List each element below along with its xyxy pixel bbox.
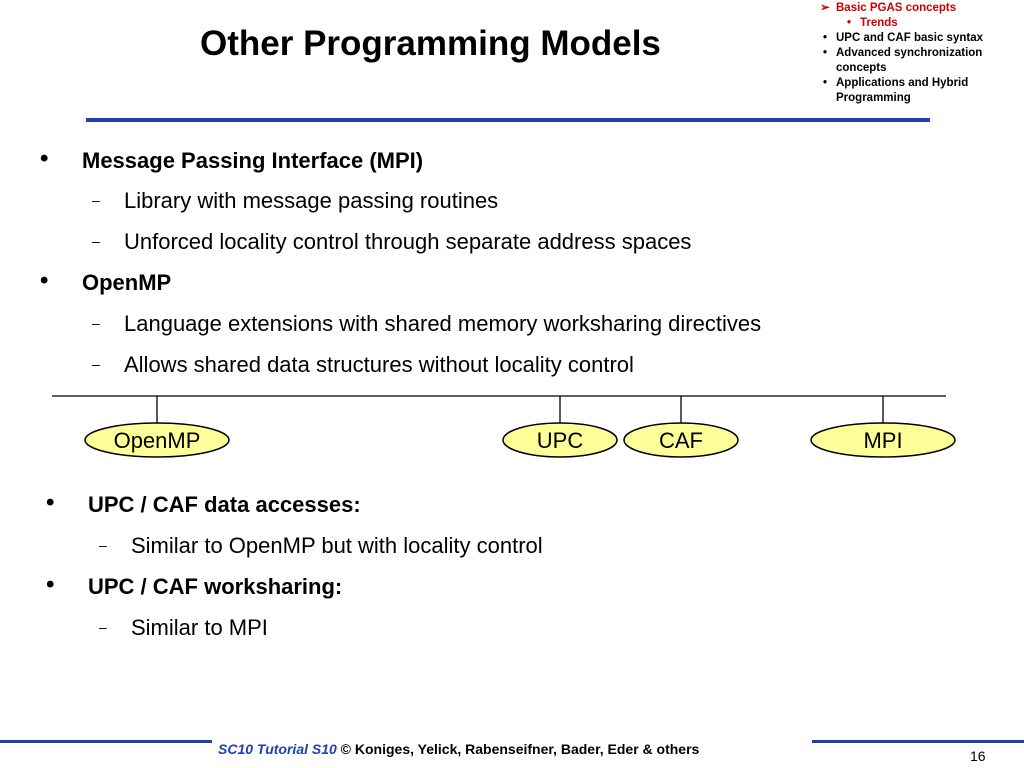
- mpi-node-label: MPI: [863, 428, 903, 453]
- dash-bullet-icon: –: [99, 537, 107, 553]
- footer-authors: © Koniges, Yelick, Rabenseifner, Bader, Eder & others: [336, 741, 700, 757]
- bullet-icon: •: [40, 145, 49, 172]
- slide-title: Other Programming Models: [200, 24, 661, 63]
- bullet-icon: •: [822, 47, 828, 59]
- caf-node-label: CAF: [659, 428, 703, 453]
- bullet-icon: •: [846, 17, 852, 29]
- bullet-label: Message Passing Interface (MPI): [82, 148, 424, 173]
- agenda-item-upc-caf-syntax: [818, 31, 1024, 46]
- agenda-item-trends: [818, 16, 1024, 31]
- dash-bullet-icon: –: [92, 192, 100, 208]
- agenda-item-label: Basic PGAS concepts: [836, 2, 957, 14]
- page-number: 16: [970, 748, 986, 764]
- agenda-item-label: Advanced synchronization concepts: [836, 47, 983, 74]
- footer-rule-right: [812, 740, 1024, 743]
- dash-bullet-icon: –: [99, 619, 107, 635]
- bullet-icon: •: [822, 77, 828, 89]
- bullet-icon: •: [40, 267, 49, 294]
- programming-model-spectrum-diagram: [0, 390, 1024, 470]
- agenda-item-advanced-sync: [818, 46, 1024, 76]
- title-underline: [86, 118, 930, 122]
- arrow-bullet-icon: ➢: [820, 2, 830, 14]
- agenda-list: [818, 1, 1024, 106]
- sub-bullet-label: Allows shared data structures without locality control: [124, 352, 634, 377]
- dash-bullet-icon: –: [92, 233, 100, 249]
- sub-bullet-label: Unforced locality control through separate address spaces: [124, 229, 692, 254]
- bullet-label: UPC / CAF worksharing:: [88, 574, 343, 599]
- agenda-item-applications-hybrid: [818, 76, 1024, 106]
- bullet-icon: •: [822, 32, 828, 44]
- dash-bullet-icon: –: [92, 356, 100, 372]
- agenda-item-basic-pgas: [818, 1, 1024, 16]
- bullet-icon: •: [46, 571, 55, 598]
- sub-bullet-label: Similar to MPI: [131, 615, 268, 640]
- openmp-node-label: OpenMP: [113, 428, 201, 453]
- agenda-item-label: Applications and Hybrid Programming: [836, 77, 969, 104]
- bullet-icon: •: [46, 489, 55, 516]
- dash-bullet-icon: –: [92, 315, 100, 331]
- upc-node-label: UPC: [536, 428, 584, 453]
- bullet-label: OpenMP: [82, 270, 172, 295]
- footer-rule-left: [0, 740, 212, 743]
- bullet-label: UPC / CAF data accesses:: [88, 492, 361, 517]
- footer-event: SC10 Tutorial S10: [218, 741, 337, 757]
- sub-bullet-label: Language extensions with shared memory worksharing directives: [124, 311, 762, 336]
- agenda-item-label: Trends: [860, 17, 898, 29]
- agenda-item-label: UPC and CAF basic syntax: [836, 32, 983, 44]
- sub-bullet-label: Library with message passing routines: [124, 188, 499, 213]
- footer-credits: [218, 741, 699, 757]
- sub-bullet-label: Similar to OpenMP but with locality control: [131, 533, 543, 558]
